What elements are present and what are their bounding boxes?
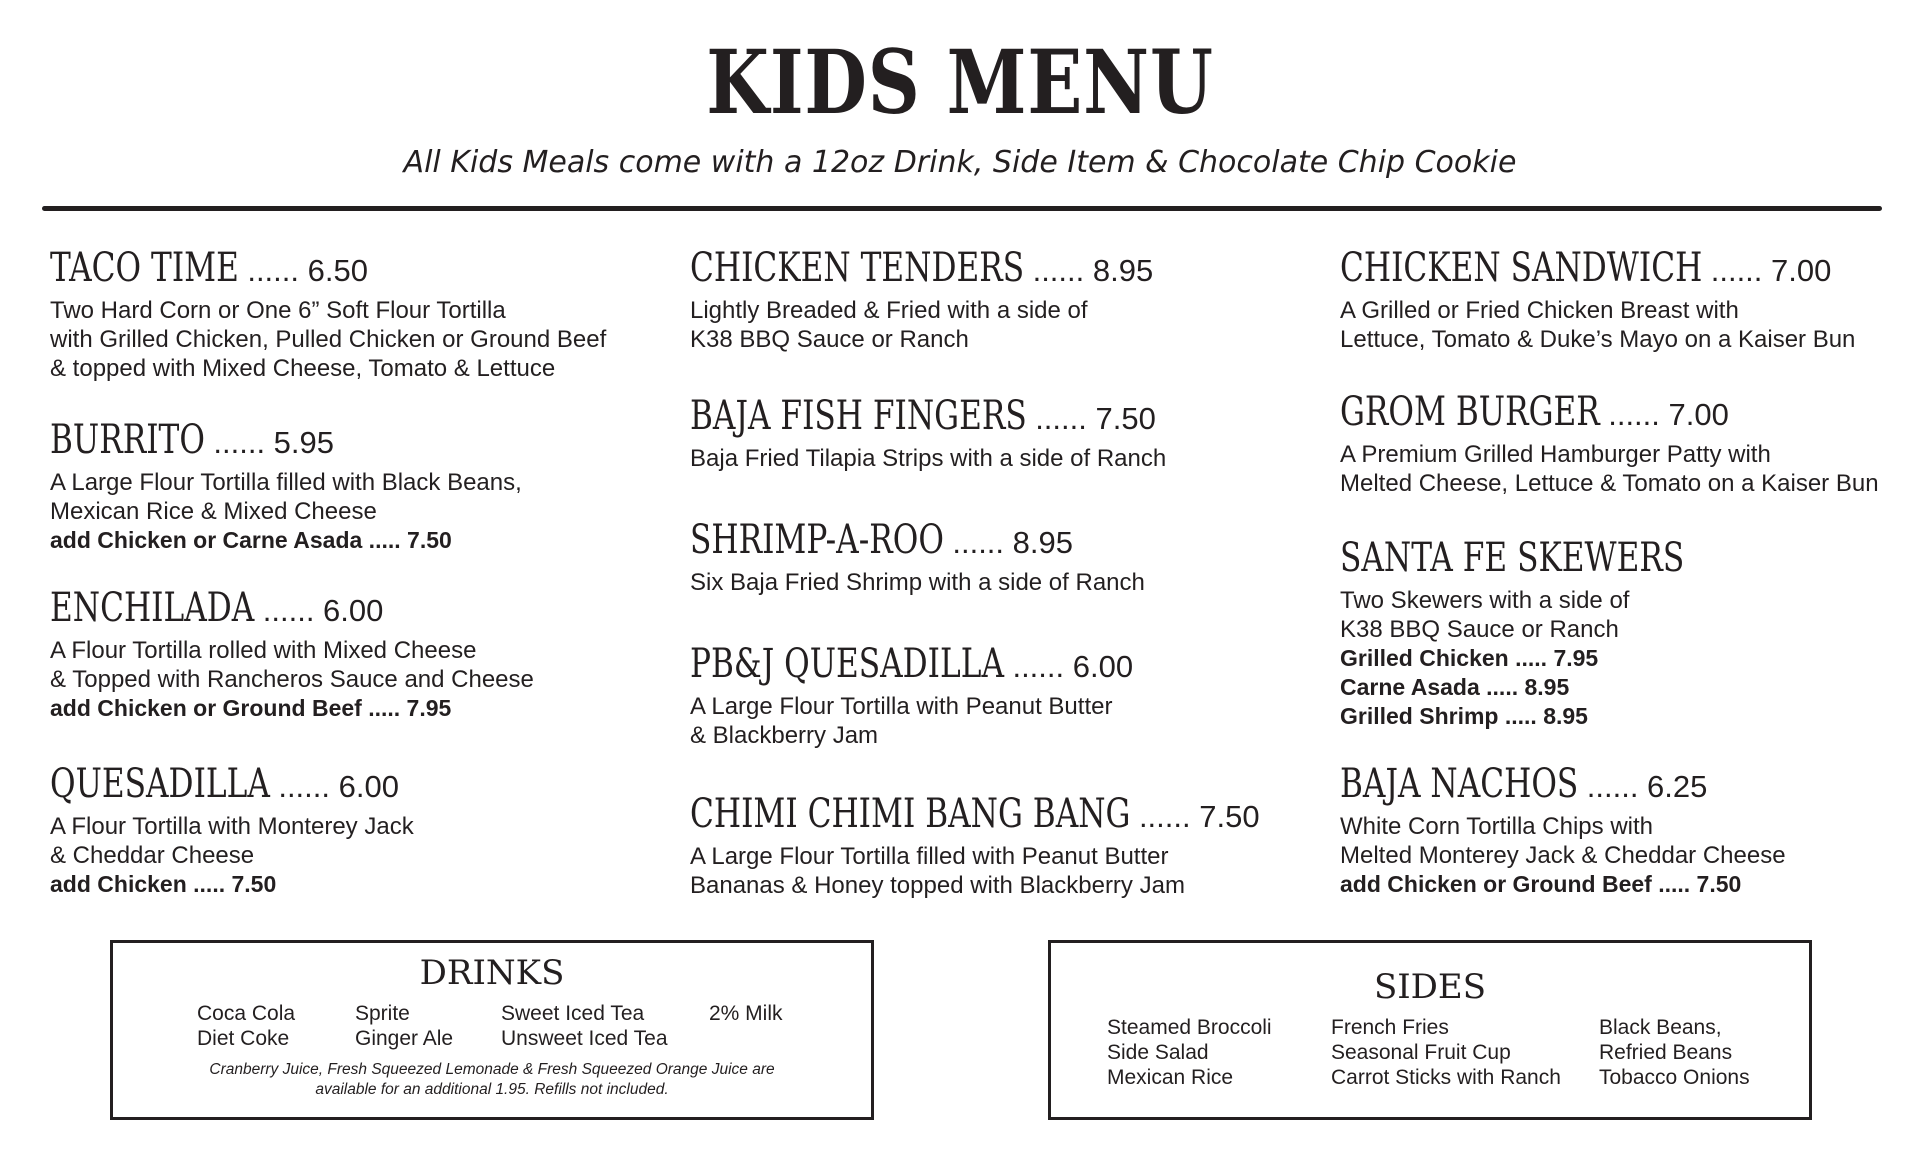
side-item: Seasonal Fruit Cup xyxy=(1331,1041,1511,1064)
side-item: Black Beans, xyxy=(1599,1016,1722,1039)
item-price: ...... 8.95 xyxy=(1032,253,1154,288)
item-price: ...... 6.50 xyxy=(247,253,368,288)
sides-column xyxy=(1331,1015,1561,1090)
item-addon: Carne Asada ..... 8.95 xyxy=(1340,674,1570,700)
drinks-note xyxy=(113,1060,871,1100)
menu-item-baja-nachos xyxy=(1340,761,1786,899)
menu-item-taco-time xyxy=(50,245,607,383)
item-addon: add Chicken ..... 7.50 xyxy=(50,871,277,897)
item-addon: Grilled Chicken ..... 7.95 xyxy=(1340,645,1599,671)
item-name: GROM BURGER xyxy=(1340,389,1600,435)
drinks-box xyxy=(110,940,874,1120)
item-price: ...... 6.00 xyxy=(1012,649,1134,684)
drink-item: Sprite xyxy=(355,1002,410,1025)
item-name: CHICKEN TENDERS xyxy=(690,245,1025,291)
sides-title: SIDES xyxy=(1373,967,1487,1007)
item-price: ...... 5.95 xyxy=(213,425,335,460)
item-description-line: with Grilled Chicken, Pulled Chicken or Ground Beef xyxy=(50,326,607,353)
item-description-line: A Large Flour Tortilla filled with Peanut Butter xyxy=(690,843,1169,870)
sides-column xyxy=(1599,1015,1750,1090)
item-price: ...... 7.00 xyxy=(1608,397,1729,432)
side-item: Side Salad xyxy=(1107,1041,1209,1064)
menu-item-burrito xyxy=(50,417,522,555)
drink-item: Sweet Iced Tea xyxy=(501,1002,645,1025)
item-description-line: A Large Flour Tortilla with Peanut Butter xyxy=(690,693,1113,720)
item-price: ...... 6.00 xyxy=(262,593,384,628)
drinks-note-line: available for an additional 1.95. Refills not included. xyxy=(315,1081,669,1098)
item-name: BAJA NACHOS xyxy=(1340,761,1579,807)
item-description-line: K38 BBQ Sauce or Ranch xyxy=(690,326,969,353)
item-addon: add Chicken or Ground Beef ..... 7.50 xyxy=(1340,871,1742,897)
sides-column xyxy=(1107,1015,1272,1090)
item-description-line: Two Skewers with a side of xyxy=(1340,587,1630,614)
item-description-line: Melted Monterey Jack & Cheddar Cheese xyxy=(1340,842,1786,869)
item-description-line: & Topped with Rancheros Sauce and Cheese xyxy=(50,666,534,693)
side-item: Refried Beans xyxy=(1599,1041,1733,1064)
item-price: ...... 7.00 xyxy=(1710,253,1832,288)
item-price: ...... 7.50 xyxy=(1035,401,1156,436)
menu-item-chimi-chimi-bang-bang xyxy=(690,791,1260,900)
item-description-line: Lightly Breaded & Fried with a side of xyxy=(690,297,1088,324)
item-name: PB&J QUESADILLA xyxy=(690,641,1004,687)
menu-item-quesadilla xyxy=(50,761,414,899)
drinks-column xyxy=(197,1001,295,1051)
drink-item: 2% Milk xyxy=(709,1002,783,1025)
item-name: SANTA FE SKEWERS xyxy=(1340,535,1685,581)
drink-item: Unsweet Iced Tea xyxy=(501,1027,668,1050)
item-addon: add Chicken or Ground Beef ..... 7.95 xyxy=(50,695,452,721)
menu-item-shrimp-a-roo xyxy=(690,517,1145,597)
item-description-line: Two Hard Corn or One 6” Soft Flour Tortilla xyxy=(50,297,506,324)
item-description-line: A Flour Tortilla rolled with Mixed Cheese xyxy=(50,637,477,664)
item-description-line: White Corn Tortilla Chips with xyxy=(1340,813,1653,840)
drink-item: Ginger Ale xyxy=(355,1027,454,1050)
item-addon: add Chicken or Carne Asada ..... 7.50 xyxy=(50,527,452,553)
drink-item: Diet Coke xyxy=(197,1027,290,1050)
item-name: TACO TIME xyxy=(50,245,239,291)
item-name: CHICKEN SANDWICH xyxy=(1340,245,1703,291)
menu-subtitle: All Kids Meals come with a 12oz Drink, Side Item & Chocolate Chip Cookie xyxy=(403,145,1517,180)
item-name: CHIMI CHIMI BANG BANG xyxy=(690,791,1131,837)
drink-item: Coca Cola xyxy=(197,1002,296,1025)
item-price: ...... 7.50 xyxy=(1138,799,1260,834)
item-name: SHRIMP-A-ROO xyxy=(690,517,944,563)
item-description-line: Melted Cheese, Lettuce & Tomato on a Kaiser Bun xyxy=(1340,470,1879,497)
item-description-line: A Premium Grilled Hamburger Patty with xyxy=(1340,441,1771,468)
header-divider xyxy=(42,206,1882,211)
side-item: French Fries xyxy=(1331,1016,1449,1039)
drinks-title: DRINKS xyxy=(419,953,565,993)
item-price: ...... 6.00 xyxy=(278,769,399,804)
side-item: Mexican Rice xyxy=(1107,1066,1234,1089)
item-price: ...... 6.25 xyxy=(1586,769,1708,804)
item-name: BAJA FISH FINGERS xyxy=(690,393,1027,439)
menu-item-chicken-tenders xyxy=(690,245,1154,354)
item-description-line: A Flour Tortilla with Monterey Jack xyxy=(50,813,414,840)
drinks-note-line: Cranberry Juice, Fresh Squeezed Lemonade & Fresh Squeezed Orange Juice are xyxy=(209,1061,775,1078)
item-description-line: Lettuce, Tomato & Duke’s Mayo on a Kaiser Bun xyxy=(1340,326,1856,353)
item-description-line: K38 BBQ Sauce or Ranch xyxy=(1340,616,1619,643)
menu-title: KIDS MENU xyxy=(706,30,1214,134)
item-description-line: A Grilled or Fried Chicken Breast with xyxy=(1340,297,1739,324)
item-description-line: & Cheddar Cheese xyxy=(50,842,255,869)
item-description-line: & Blackberry Jam xyxy=(690,722,879,749)
item-price: ...... 8.95 xyxy=(952,525,1073,560)
menu-item-santa-fe-skewers xyxy=(1340,535,1688,731)
item-description-line: Bananas & Honey topped with Blackberry Jam xyxy=(690,872,1185,899)
item-description-line: A Large Flour Tortilla filled with Black Beans, xyxy=(50,469,522,496)
item-addon: Grilled Shrimp ..... 8.95 xyxy=(1340,703,1588,729)
item-description-line: & topped with Mixed Cheese, Tomato & Lettuce xyxy=(50,355,556,382)
side-item: Tobacco Onions xyxy=(1599,1066,1750,1089)
menu-item-chicken-sandwich xyxy=(1340,245,1856,354)
item-name: BURRITO xyxy=(50,417,205,463)
item-description-line: Baja Fried Tilapia Strips with a side of Ranch xyxy=(690,445,1167,472)
item-name: ENCHILADA xyxy=(50,585,255,631)
menu-item-enchilada xyxy=(50,585,534,723)
menu-item-grom-burger xyxy=(1340,389,1879,498)
menu-item-pbj-quesadilla xyxy=(690,641,1134,750)
item-description-line: Six Baja Fried Shrimp with a side of Ranch xyxy=(690,569,1145,596)
side-item: Carrot Sticks with Ranch xyxy=(1331,1066,1561,1089)
item-description-line: Mexican Rice & Mixed Cheese xyxy=(50,498,377,525)
drinks-column xyxy=(355,1001,453,1051)
menu-item-baja-fish-fingers xyxy=(690,393,1167,473)
drinks-column xyxy=(501,1001,668,1051)
item-name: QUESADILLA xyxy=(50,761,270,807)
drinks-column xyxy=(709,1001,783,1026)
sides-box xyxy=(1048,940,1812,1120)
side-item: Steamed Broccoli xyxy=(1107,1016,1272,1039)
